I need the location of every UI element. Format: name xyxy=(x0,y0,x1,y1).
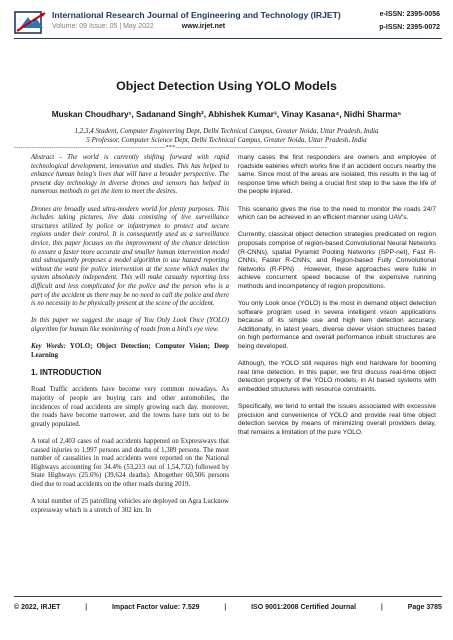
volume-info: Volume: 09 Issue: 05 | May 2022 xyxy=(52,23,154,30)
e-issn: e-ISSN: 2395-0056 xyxy=(379,11,440,18)
journal-volume-line xyxy=(52,23,225,30)
affiliation-professor: 5 Professor, Computer Science Dept, Delhi Technical Campus, Greater Noida, Uttar Pradesh, India xyxy=(86,136,367,144)
abstract-paragraph-2: Drones are broadly used ultra-modern world for plenty purposes. This includes taking pictures, live data consisting of live surveillance structures utilized by police or infantrymen to protect and secure regions under their control. It is consequently used as a surveillance device, this paper focuses on the improvement of the chance detection to ensure a faster more accurate and smaller human intervention model and subsequently proposes a model algorithm to use hazard reporting without the want for police intervention at the scene which makes the system absolutely independent. This will make casualty reporting less difficult and less complicated for the police and the person who is a part of the accident as there may be no need to call the police and there is no necessity to be physically present at the scene of the accident. xyxy=(31,205,229,308)
affiliation-students: 1,2,3,4 Student, Computer Engineering Dept, Delhi Technical Campus, Greater Noida, Uttar Pradesh, India xyxy=(74,127,379,135)
keywords-line xyxy=(31,343,229,360)
footer-impact-factor: Impact Factor value: 7.529 xyxy=(111,604,200,611)
body-paragraph-3: Currently, classical object detection strategies predicated on region proposals comprise of region-based Convolutional Neural Networks (R-CNNs), spatial Pyramid Pooling Networks (SPP-net), Fast R-CNNs, Faster R-CNNs, and Region-based Fully Convolutional Networks (R-FPN) . However, these approaches were futile in achieve concurrent speed because of the expensive running methods and incompetency of region propositions. xyxy=(238,231,436,290)
footer-iso: ISO 9001:2008 Certified Journal xyxy=(251,604,357,611)
body-paragraph-1: many cases the first responders are owners and employee of roadside eateries which works fine if an accident occurs nearby the same. Since most of the areas are isolated, this results in the lag of response time which being a crucial first step to the save the life of the people injured. xyxy=(238,154,436,196)
intro-paragraph-1: Road Traffic accidents have become very common nowadays. As majority of people are buying cars and other automobiles, the incidences of road accidents are simply growing each day. moreover, the roads have become narrower, and the towns have turn out to be greatly populated. xyxy=(31,386,229,428)
footer-copyright: © 2022, IRJET xyxy=(14,604,61,611)
footer-separator: | xyxy=(380,604,383,611)
abstract-paragraph-3: In this paper we suggest the usage of You Only Look Once (YOLO) algorithm for human like monitoring of roads from a bird's eye view. xyxy=(31,317,229,333)
journal-header xyxy=(14,9,442,37)
body-paragraph-5: Although, the YOLO still requires high end hardware for booming real time detection. In this paper, we first discuss real-time object detection property of the YOLO models, in AI based systems with embedded structures with resource constraints. xyxy=(238,360,436,394)
keywords-text: YOLO; Object Detection; Computer Vision; Deep Learning xyxy=(31,343,229,359)
footer-divider xyxy=(14,596,442,597)
journal-website-link[interactable]: www.irjet.net xyxy=(181,23,226,30)
footer-separator: | xyxy=(85,604,88,611)
p-issn: p-ISSN: 2395-0072 xyxy=(379,24,440,31)
footer-separator: | xyxy=(224,604,227,611)
journal-title: International Research Journal of Engineering and Technology (IRJET) xyxy=(52,10,341,20)
body-paragraph-6: Specifically, we tend to entail the issues associated with excessive precision and convenience of YOLO and provide real time object detection service by means of minimizing overall providers delay, that remains a limitation of the pure YOLO. xyxy=(238,403,436,436)
intro-paragraph-2: A total of 2,403 cases of road accidents happened on Expressways that caused injuries to 1,997 persons and deaths of 1,389 persons. The most number of causalities in road accidents were reported on the National Highways accounting for 34.4% (53,213 out of 1,54,732) followed by State Highways (25.6%) (39,624 deaths). Altogether 60,506 persons died due to road accidents on the other roads during 2019. xyxy=(31,438,229,488)
body-paragraph-2: This scenario gives the rise to the need to monitor the roads 24/7 which can be achieved in an efficient manner using UAV's. xyxy=(238,205,436,222)
irjet-logo-icon xyxy=(14,9,47,36)
intro-paragraph-3: A total number of 25 patrolling vehicles are deployed on Agra Lucknow expressway which is a stretch of 302 km. In xyxy=(31,498,229,514)
left-column xyxy=(31,154,229,524)
paper-title: Object Detection Using YOLO Models xyxy=(116,79,337,93)
keywords-label: Key Words: xyxy=(31,343,66,351)
body-paragraph-4: You only Look once (YOLO) is the most in demand object detection software program used in severa intelligent vision applications because of its simple use and high item detection accuracy. Additionally, in latest years, diverse clever vision structures based on high performance and overall performance inbuilt structures are being developed. xyxy=(238,300,436,351)
author-list: Muskan Choudhary¹, Sadanand Singh², Abhishek Kumar³, Vinay Kasana⁴, Nidhi Sharma⁵ xyxy=(51,109,402,119)
right-column xyxy=(238,154,436,446)
page-footer xyxy=(14,604,442,611)
header-divider xyxy=(14,38,442,39)
abstract-paragraph-1: Abstract - The world is currently shifting forward with rapid technological development, innovation and studies. This has helped to enhance human being's lives that will have a broader perspective. The present day technology in diverse drones and sensors has helped in numerous methods to get the item to meet the desires. xyxy=(31,154,229,196)
section-separator: ---------------------------------------------------------------------***--------------------------------------------------------------------- xyxy=(14,145,327,151)
section-heading-introduction: 1. INTRODUCTION xyxy=(31,367,102,377)
footer-page-number: Page 3785 xyxy=(407,604,442,611)
